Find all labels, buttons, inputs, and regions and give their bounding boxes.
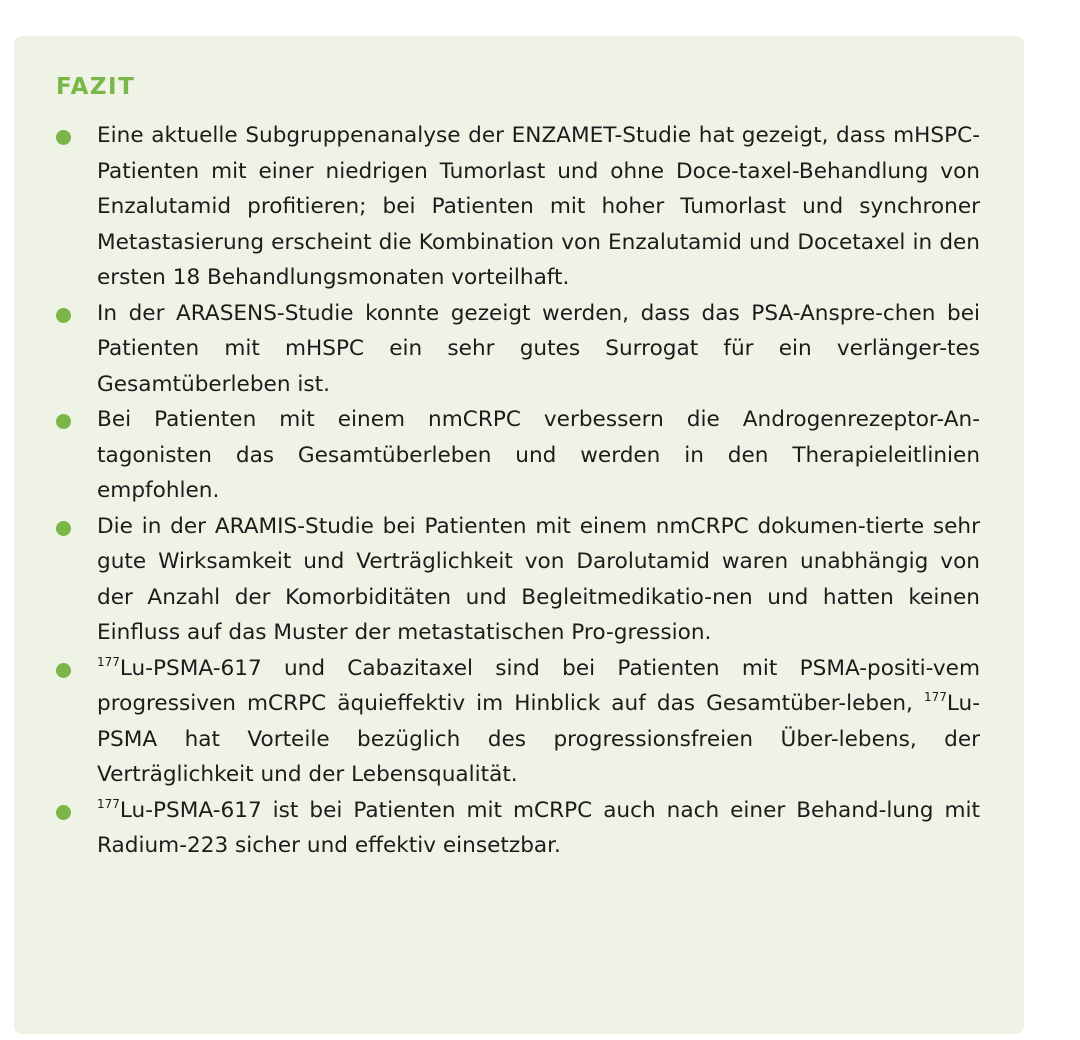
list-item-text: In der ARASENS-Studie konnte gezeigt werden, dass das PSA-Anspre-chen bei Patienten mit mHSPC ein sehr gutes Surrogat für ein verlänger-tes Gesamtüberleben ist.: [97, 300, 980, 397]
bullet-dot-icon: [56, 414, 71, 429]
list-item: [54, 793, 980, 864]
bullet-dot-icon: [56, 308, 71, 323]
list-item: [54, 402, 980, 509]
bullet-dot-icon: [56, 521, 71, 536]
fazit-heading: FAZIT: [56, 74, 136, 100]
fazit-list: [54, 118, 980, 864]
list-item-text: Lu-PSMA hat Vorteile bezüglich des progressionsfreien Über-lebens, der Verträglichkeit und der Lebensqualität.: [97, 691, 980, 787]
bullet-dot-icon: [56, 130, 71, 145]
list-item: [54, 296, 980, 403]
list-item: [54, 651, 980, 793]
list-item: [54, 118, 980, 296]
list-item: [54, 509, 980, 651]
list-item-text: Lu-PSMA-617 ist bei Patienten mit mCRPC auch nach einer Behand-lung mit Radium-223 sicher und effektiv einsetzbar.: [97, 797, 980, 858]
list-item-text: Die in der ARAMIS-Studie bei Patienten mit einem nmCRPC dokumen-tierte sehr gute Wirksamkeit und Verträglichkeit von Darolutamid waren unabhängig von der Anzahl der Komorbiditäten und Begleitmedikatio-nen und hatten keinen Einfluss auf das Muster der metastatischen Pro-gression.: [97, 513, 980, 645]
list-item-text: Bei Patienten mit einem nmCRPC verbessern die Androgenrezeptor-An-tagonisten das Gesamtüberleben und werden in den Therapieleitlinien empfohlen.: [97, 407, 980, 503]
isotope-superscript: 177: [97, 796, 120, 811]
isotope-superscript: 177: [97, 654, 120, 669]
bullet-dot-icon: [56, 805, 71, 820]
isotope-superscript: 177: [923, 690, 947, 704]
list-item-text: Eine aktuelle Subgruppenanalyse der ENZAMET-Studie hat gezeigt, dass mHSPC-Patienten mit einer niedrigen Tumorlast und ohne Doce-taxel-Behandlung von Enzalutamid profitieren; bei Patienten mit hoher Tumorlast und synchroner Metastasierung erscheint die Kombination von Enzalutamid und Docetaxel in den ersten 18 Behandlungsmonaten vorteilhaft.: [97, 123, 980, 290]
list-item-text: Lu-PSMA-617 und Cabazitaxel sind bei Patienten mit PSMA-positi-vem progressiven mCRPC äquieffektiv im Hinblick auf das Gesamtüber-leben,: [97, 655, 980, 716]
bullet-dot-icon: [56, 663, 71, 678]
